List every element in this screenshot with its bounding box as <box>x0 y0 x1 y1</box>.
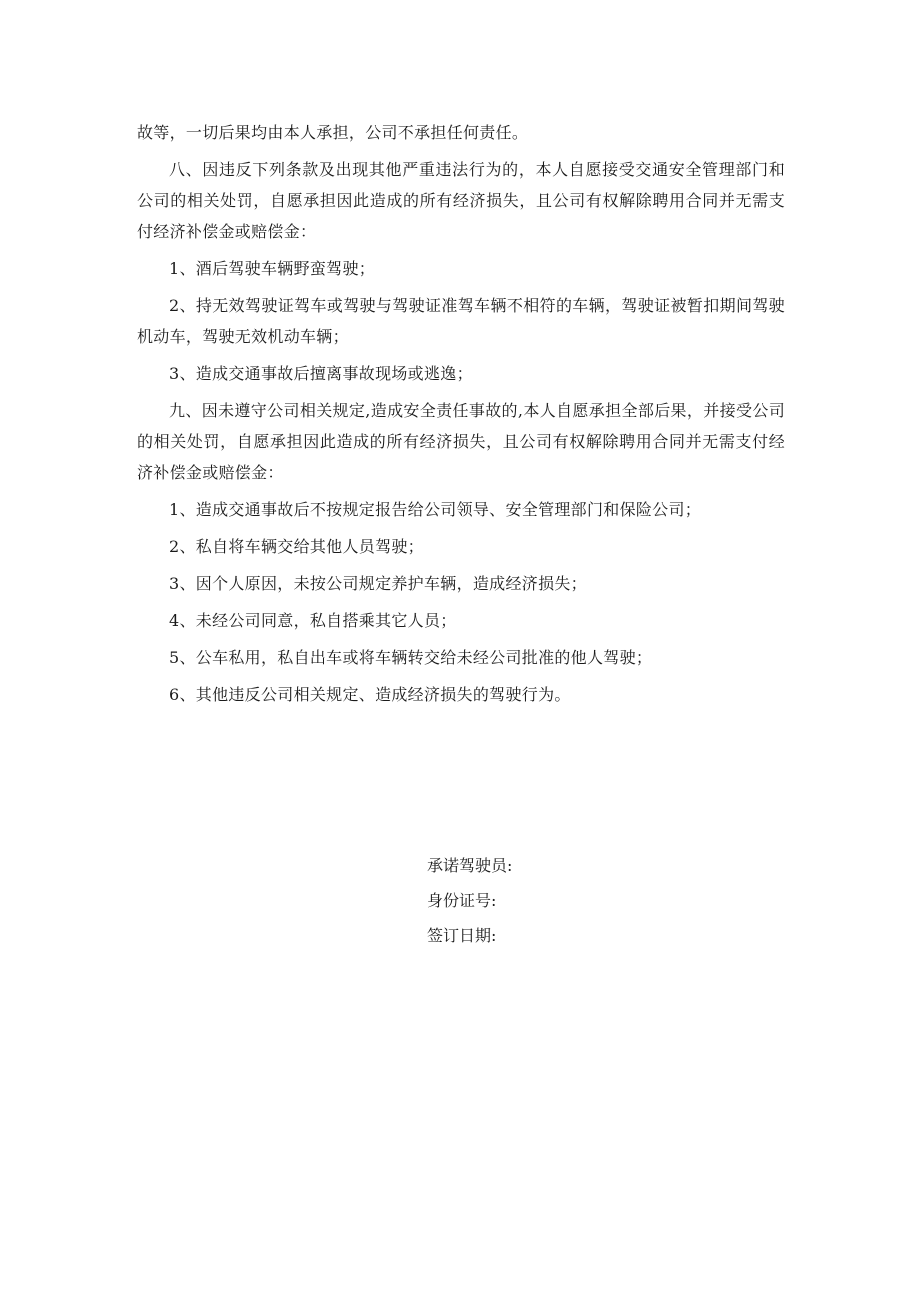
driver-signature-label: 承诺驾驶员: <box>427 856 513 875</box>
clause-nine-item-5: 5、公车私用，私自出车或将车辆转交给未经公司批准的他人驾驶； <box>169 648 653 667</box>
paragraph-continuation: 故等，一切后果均由本人承担，公司不承担任何责任。 <box>137 123 529 142</box>
clause-nine: 九、因未遵守公司相关规定,造成安全责任事故的,本人自愿承担全部后果，并接受公司的相关处罚，自愿承担因此造成的所有经济损失，且公司有权解除聘用合同并无需支付经济补偿金或赔偿金： <box>137 401 785 482</box>
clause-eight-item-1: 1、酒后驾驶车辆野蛮驾驶； <box>169 259 376 278</box>
clause-nine-item-1: 1、造成交通事故后不按规定报告给公司领导、安全管理部门和保险公司； <box>169 500 702 519</box>
clause-nine-item-6: 6、其他违反公司相关规定、造成经济损失的驾驶行为。 <box>169 685 571 704</box>
clause-eight: 八、因违反下列条款及出现其他严重违法行为的，本人自愿接受交通安全管理部门和公司的相关处罚，自愿承担因此造成的所有经济损失，且公司有权解除聘用合同并无需支付经济补偿金或赔偿金： <box>137 160 785 241</box>
clause-nine-item-4: 4、未经公司同意，私自搭乘其它人员； <box>169 611 457 630</box>
id-number-label: 身份证号: <box>427 891 497 910</box>
clause-nine-item-2: 2、私自将车辆交给其他人员驾驶； <box>169 537 424 556</box>
clause-eight-item-2: 2、持无效驾驶证驾车或驾驶与驾驶证准驾车辆不相符的车辆，驾驶证被暂扣期间驾驶机动车，驾驶无效机动车辆； <box>137 296 785 346</box>
document-body <box>137 117 785 716</box>
signature-block <box>427 855 512 960</box>
sign-date-label: 签订日期: <box>427 926 497 945</box>
clause-eight-item-3: 3、造成交通事故后擅离事故现场或逃逸； <box>169 364 473 383</box>
clause-nine-item-3: 3、因个人原因，未按公司规定养护车辆，造成经济损失； <box>169 574 587 593</box>
